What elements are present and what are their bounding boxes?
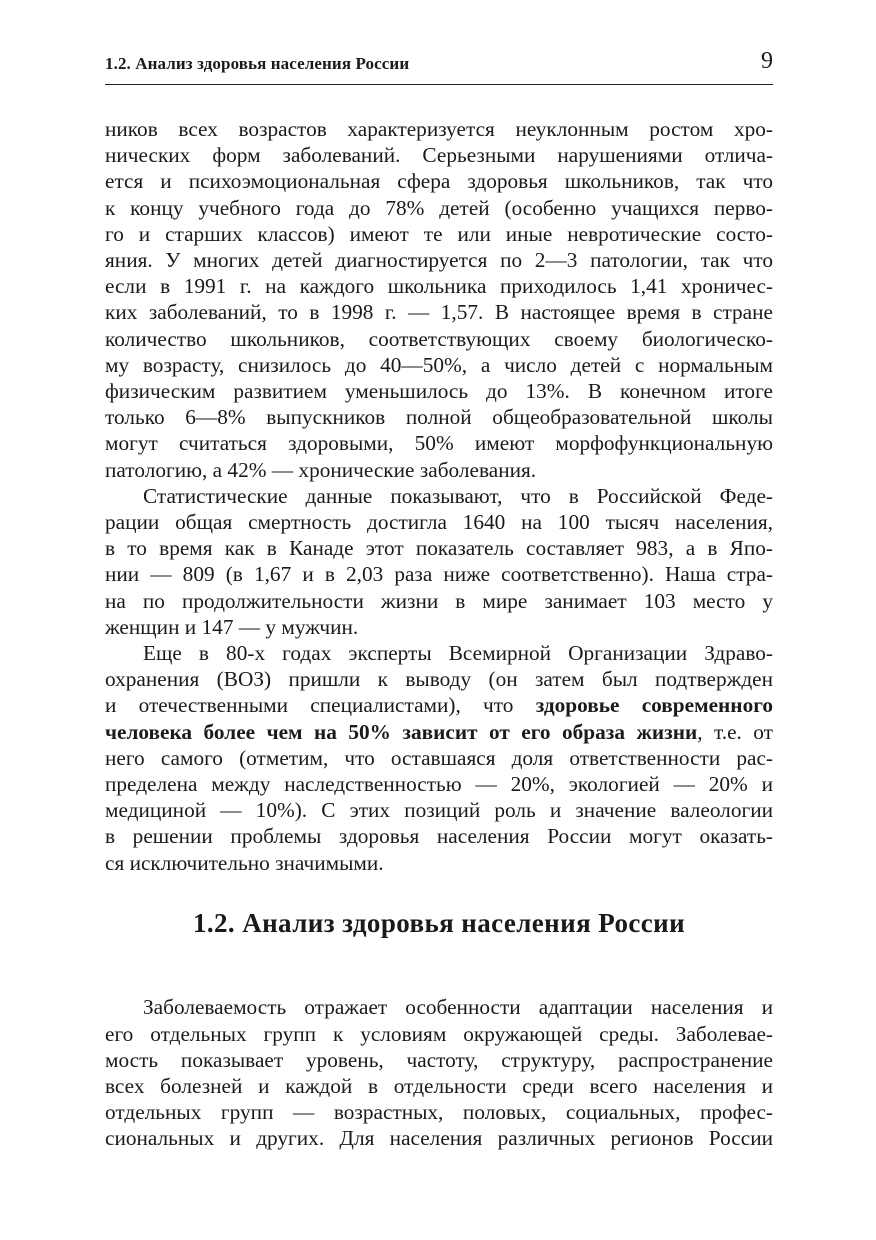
text-line: ников всех возрастов характеризуется неуклонным ростом хро- [105, 117, 773, 141]
text-line: отдельных групп — возрастных, половых, социальных, профес- [105, 1100, 773, 1125]
paragraph-1 [105, 116, 773, 483]
text-line: ких заболеваний, то в 1998 г. — 1,57. В настоящее время в стране [105, 300, 773, 325]
text-line: к концу учебного года до 78% детей (особенно учащихся перво- [105, 195, 773, 220]
text-line: охранения (ВОЗ) пришли к выводу (он затем был подтвержден [105, 667, 773, 692]
text-line: количество школьников, соответствующих своему биологическо- [105, 326, 773, 351]
emphasis-text: человека более чем на 50% зависит от его образа жизни [105, 719, 698, 744]
text-line: если в 1991 г. на каждого школьника приходилось 1,41 хроничес- [105, 274, 773, 299]
text-line: рации общая смертность достигла 1640 на 100 тысяч населения, [105, 510, 773, 535]
text-line: только 6—8% выпускников полной общеобразовательной школы [105, 405, 773, 430]
section-heading: 1.2. Анализ здоровья населения России [192, 908, 686, 938]
text-line: яния. У многих детей диагностируется по 2—3 патологии, так что [105, 248, 773, 273]
text-line: го и старших классов) имеют те или иные невротические состо- [105, 221, 773, 246]
text-line: медициной — 10%). С этих позиций роль и значение валеологии [105, 798, 773, 823]
text-line: му возрасту, снизилось до 40—50%, а число детей с нормальным [105, 352, 773, 377]
text-run: и отечественными специалистами), что [105, 693, 536, 718]
paragraph-4 [105, 994, 773, 1151]
text-line [105, 692, 773, 718]
text-run: , т.е. от [697, 719, 773, 744]
text-line: Статистические данные показывают, что в Российской Феде- [143, 483, 773, 508]
body-text [105, 116, 773, 876]
text-line: сиональных и других. Для населения различных регионов России [105, 1126, 773, 1151]
text-line: нии — 809 (в 1,67 и в 2,03 раза ниже соответственно). Наша стра- [105, 562, 773, 587]
text-line: нических форм заболеваний. Серьезными нарушениями отлича- [105, 143, 773, 168]
text-line: его отдельных групп к условиям окружающей среды. Заболевае- [105, 1021, 773, 1046]
text-line: ся исключительно значимыми. [105, 850, 384, 875]
text-line: пределена между наследственностью — 20%, экологией — 20% и [105, 772, 773, 797]
text-line: в решении проблемы здоровья населения России могут оказать- [105, 824, 773, 849]
text-line: физическим развитием уменьшилось до 13%. В конечном итоге [105, 379, 773, 404]
text-line: него самого (отметим, что оставшаяся доля ответственности рас- [105, 745, 773, 770]
text-line: мость показывает уровень, частоту, структуру, распространение [105, 1047, 773, 1072]
text-line [105, 719, 773, 745]
header-rule [105, 84, 773, 85]
body-text-section [105, 973, 773, 1173]
text-line: ется и психоэмоциональная сфера здоровья школьников, так что [105, 169, 773, 194]
text-line: Еще в 80-х годах эксперты Всемирной Организации Здраво- [143, 641, 773, 666]
text-line: Заболеваемость отражает особенности адаптации населения и [143, 995, 773, 1020]
emphasis-text: здоровье современного [535, 693, 774, 718]
paragraph-2 [105, 483, 773, 640]
text-line: могут считаться здоровыми, 50% имеют морфофункциональную [105, 431, 773, 456]
text-line: женщин и 147 — у мужчин. [105, 614, 359, 639]
text-line: всех болезней и каждой в отдельности среди всего населения и [105, 1073, 773, 1098]
page-number: 9 [761, 48, 773, 74]
text-line: в то время как в Канаде этот показатель составляет 983, а в Япо- [105, 536, 773, 561]
text-line: патологию, а 42% — хронические заболевания. [105, 457, 537, 482]
paragraph-3 [105, 640, 773, 876]
running-title: 1.2. Анализ здоровья населения России [105, 54, 410, 73]
text-line: на по продолжительности жизни в мире занимает 103 место у [105, 588, 773, 613]
running-head [105, 48, 773, 78]
